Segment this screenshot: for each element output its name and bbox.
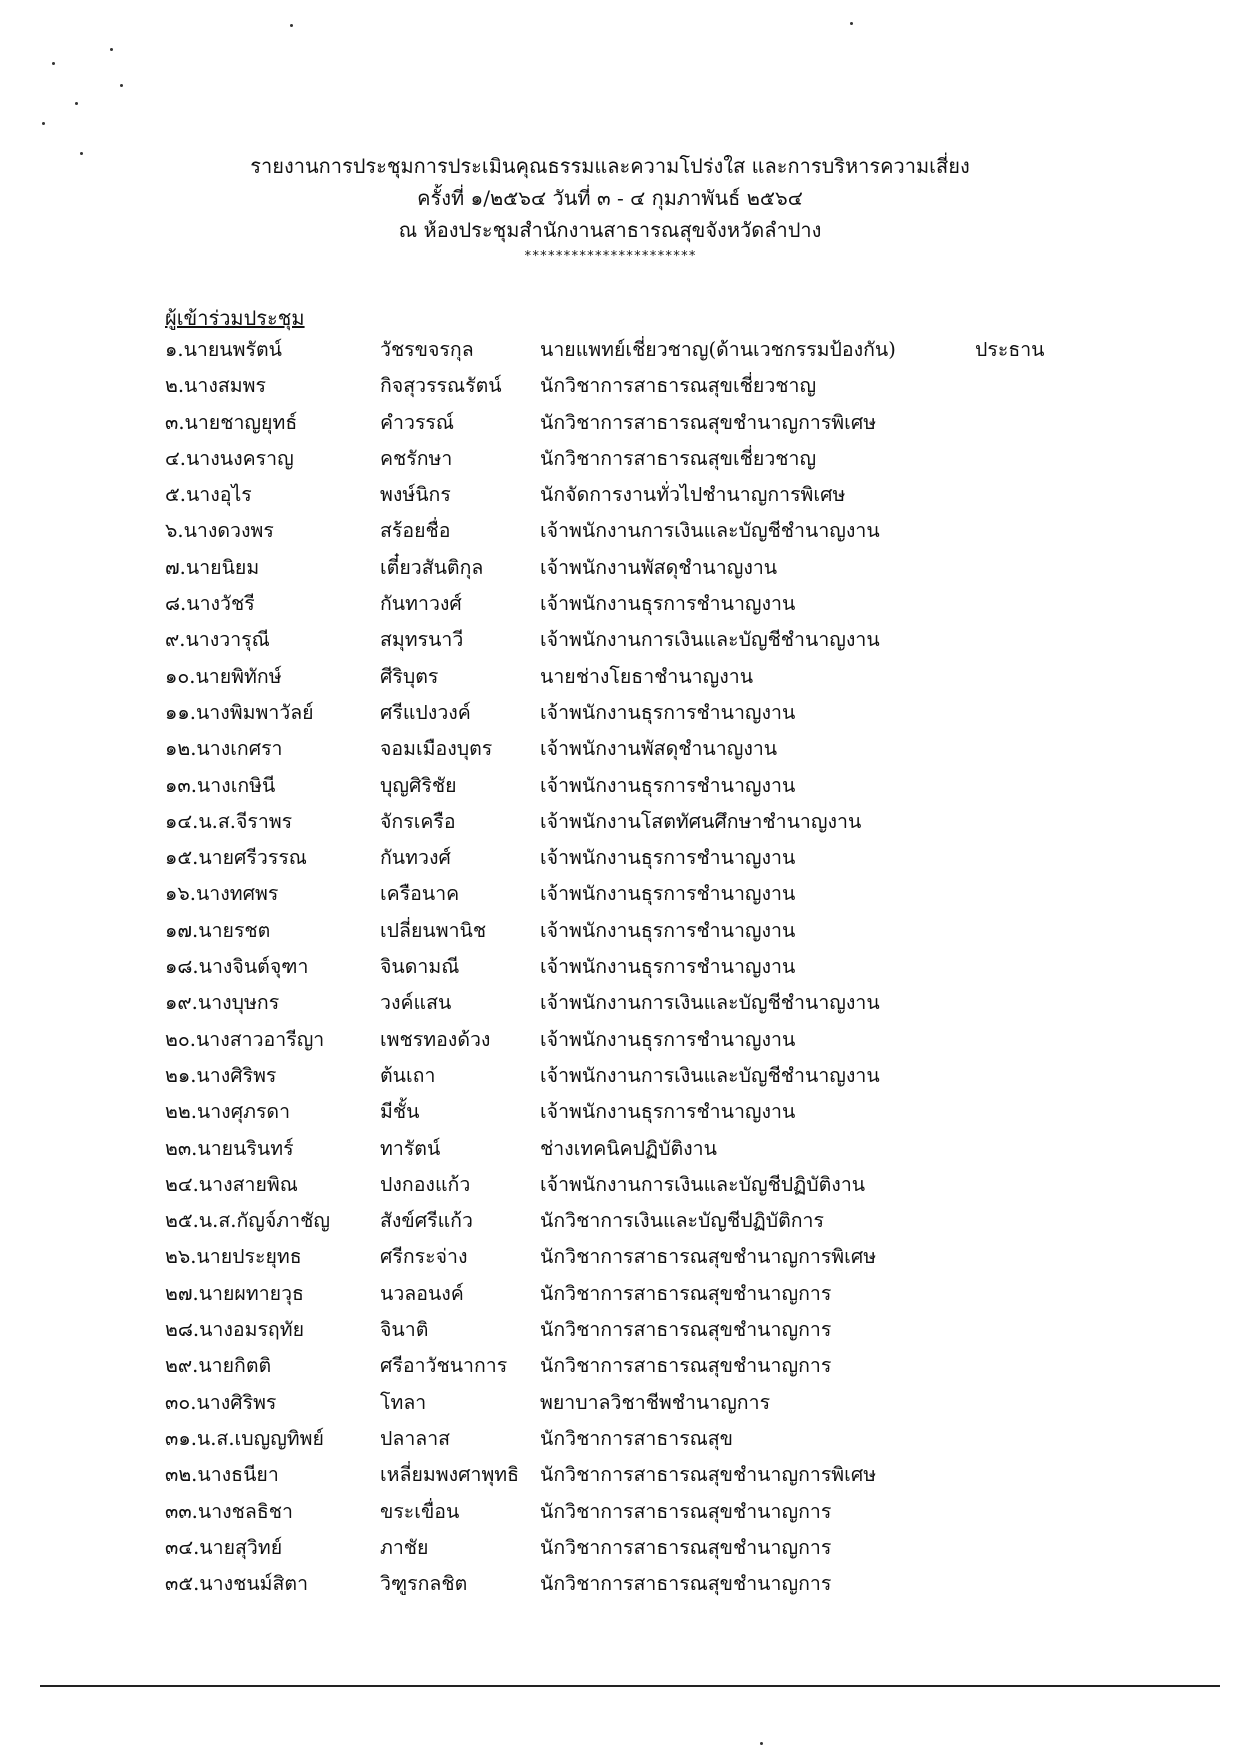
attendee-name: ๒๙.นายกิตติ [165, 1354, 272, 1378]
attendee-name: ๓๑.น.ส.เบญญทิพย์ [165, 1426, 324, 1450]
attendee-position: เจ้าพนักงานธุรการชำนาญงาน [540, 700, 796, 724]
attendee-surname: จอมเมืองบุตร [380, 737, 493, 761]
attendee-name: ๑๖.นางทศพร [165, 882, 279, 906]
attendee-name: ๘.นางวัชรี [165, 592, 255, 616]
attendee-name: ๑๐.นายพิทักษ์ [165, 664, 282, 688]
attendee-surname: ศรีอาวัชนาการ [380, 1354, 508, 1378]
attendee-surname: วัชรขจรกุล [380, 338, 474, 361]
attendee-name: ๓๐.นางศิริพร [165, 1390, 277, 1414]
attendees-heading: ผู้เข้าร่วมประชุม [165, 306, 305, 330]
attendee-position: เจ้าพนักงานธุรการชำนาญงาน [540, 918, 796, 942]
attendee-row [0, 804, 1236, 840]
attendee-surname: ศรีแปงวงค์ [380, 700, 471, 724]
attendee-position: เจ้าพนักงานการเงินและบัญชีชำนาญงาน [540, 991, 880, 1015]
attendee-row [0, 1385, 1236, 1421]
attendee-name: ๓๒.นางธนียา [165, 1463, 279, 1487]
attendee-position: นักวิชาการสาธารณสุขเชี่ยวชาญ [540, 446, 817, 470]
attendee-surname: จินดามณี [380, 955, 460, 979]
attendee-row [0, 840, 1236, 876]
attendee-name: ๓๔.นายสุวิทย์ [165, 1535, 283, 1559]
attendee-row [0, 441, 1236, 477]
meeting-date: ครั้งที่ ๑/๒๕๖๔ วันที่ ๓ - ๔ กุมภาพันธ์ ๒๕๖๔ [417, 186, 803, 210]
header-separator: ********************** [523, 249, 697, 264]
attendee-surname: พงษ์นิกร [380, 483, 451, 507]
meeting-venue: ณ ห้องประชุมสำนักงานสาธารณสุขจังหวัดลำปาง [398, 218, 822, 242]
attendee-row [0, 768, 1236, 804]
scan-speck [760, 1742, 763, 1745]
attendee-position: เจ้าพนักงานธุรการชำนาญงาน [540, 1100, 796, 1124]
attendee-row [0, 1421, 1236, 1457]
attendee-name: ๓๕.นางชนม์สิตา [165, 1572, 309, 1596]
attendee-name: ๕.นางอุไร [165, 483, 252, 507]
attendee-row [0, 1239, 1236, 1275]
attendee-position: เจ้าพนักงานการเงินและบัญชีปฏิบัติงาน [540, 1172, 866, 1196]
attendee-row [0, 477, 1236, 513]
scan-speck [290, 24, 293, 27]
attendee-row [0, 513, 1236, 549]
attendee-name: ๓.นายชาญยุทธ์ [165, 410, 298, 434]
attendee-position: เจ้าพนักงานธุรการชำนาญงาน [540, 1027, 796, 1051]
scan-speck [850, 22, 853, 25]
report-header [180, 150, 1040, 268]
attendee-position: นายแพทย์เชี่ยวชาญ(ด้านเวชกรรมป้องกัน) [540, 338, 896, 361]
scan-speck [52, 62, 55, 65]
attendee-surname: เหลี่ยมพงศาพุทธิ [380, 1463, 520, 1487]
attendee-list [0, 332, 1236, 1602]
attendee-surname: บุญศิริชัย [380, 773, 457, 797]
attendee-name: ๑๓.นางเกษินี [165, 773, 276, 797]
attendee-name: ๒๑.นางศิริพร [165, 1063, 277, 1087]
attendee-name: ๑.นายนพรัตน์ [165, 338, 282, 361]
attendee-row [0, 1203, 1236, 1239]
attendee-position: เจ้าพนักงานการเงินและบัญชีชำนาญงาน [540, 1063, 880, 1087]
attendee-position: นักวิชาการสาธารณสุขชำนาญการ [540, 1535, 832, 1559]
attendee-row [0, 1276, 1236, 1312]
attendee-position: เจ้าพนักงานพัสดุชำนาญงาน [540, 555, 778, 579]
attendee-surname: กิจสุวรรณรัตน์ [380, 374, 502, 398]
attendee-position: นักวิชาการสาธารณสุขชำนาญการพิเศษ [540, 1245, 877, 1269]
attendee-row [0, 949, 1236, 985]
scan-speck [42, 122, 45, 125]
attendee-position: เจ้าพนักงานธุรการชำนาญงาน [540, 882, 796, 906]
attendee-surname: สร้อยชื่อ [380, 519, 451, 543]
attendee-position: นักวิชาการสาธารณสุขชำนาญการพิเศษ [540, 410, 877, 434]
attendee-surname: เตี๋ยวสันติกุล [380, 555, 484, 579]
attendee-row [0, 1312, 1236, 1348]
attendee-name: ๒๗.นายผทายวุธ [165, 1281, 304, 1305]
attendee-position: เจ้าพนักงานธุรการชำนาญงาน [540, 592, 796, 616]
attendee-name: ๑๔.น.ส.จีราพร [165, 809, 293, 833]
attendee-surname: กันทวงศ์ [380, 846, 451, 870]
attendee-role: ประธาน [975, 338, 1045, 361]
attendee-surname: ภาชัย [380, 1535, 429, 1559]
attendee-row [0, 913, 1236, 949]
attendee-surname: เครือนาค [380, 882, 460, 906]
attendee-position: เจ้าพนักงานธุรการชำนาญงาน [540, 773, 796, 797]
attendee-row [0, 586, 1236, 622]
attendee-position: เจ้าพนักงานธุรการชำนาญงาน [540, 955, 796, 979]
attendee-row [0, 1348, 1236, 1384]
attendee-surname: ทารัตน์ [380, 1136, 441, 1160]
attendee-surname: จักรเครือ [380, 809, 456, 833]
attendee-name: ๒๕.น.ส.กัญจ์ภาชัญ [165, 1209, 330, 1233]
attendee-surname: คชรักษา [380, 446, 453, 470]
attendee-position: นายช่างโยธาชำนาญงาน [540, 664, 754, 688]
attendee-surname: เพชรทองด้วง [380, 1027, 491, 1051]
attendee-row [0, 1566, 1236, 1602]
attendee-row [0, 1494, 1236, 1530]
attendee-name: ๒๖.นายประยุทธ [165, 1245, 302, 1269]
attendee-name: ๙.นางวารุณี [165, 628, 270, 652]
attendee-row [0, 332, 1236, 368]
attendee-name: ๗.นายนิยม [165, 555, 260, 579]
footer-divider [40, 1685, 1220, 1687]
attendee-position: นักวิชาการสาธารณสุขชำนาญการ [540, 1572, 832, 1596]
attendee-name: ๑๕.นายศรีวรรณ [165, 846, 307, 870]
attendee-row [0, 1022, 1236, 1058]
attendee-name: ๒.นางสมพร [165, 374, 266, 398]
attendee-row [0, 876, 1236, 912]
attendee-position: เจ้าพนักงานธุรการชำนาญงาน [540, 846, 796, 870]
attendee-name: ๒๔.นางสายพิณ [165, 1172, 298, 1196]
attendee-row [0, 659, 1236, 695]
attendee-surname: กันทาวงศ์ [380, 592, 462, 616]
attendee-surname: วงค์แสน [380, 991, 452, 1015]
attendee-position: นักวิชาการสาธารณสุขเชี่ยวชาญ [540, 374, 817, 398]
attendee-position: นักจัดการงานทั่วไปชำนาญการพิเศษ [540, 483, 846, 507]
attendee-position: นักวิชาการเงินและบัญชีปฏิบัติการ [540, 1209, 824, 1233]
attendee-position: นักวิชาการสาธารณสุขชำนาญการ [540, 1318, 832, 1342]
attendee-row [0, 985, 1236, 1021]
attendee-position: เจ้าพนักงานการเงินและบัญชีชำนาญงาน [540, 519, 880, 543]
attendee-surname: ต้นเถา [380, 1063, 436, 1087]
attendee-surname: ศรีกระจ่าง [380, 1245, 468, 1269]
attendee-position: นักวิชาการสาธารณสุขชำนาญการ [540, 1354, 832, 1378]
attendee-name: ๑๘.นางจินต์จุฑา [165, 955, 309, 979]
attendee-surname: โทลา [380, 1390, 427, 1414]
attendee-position: เจ้าพนักงานพัสดุชำนาญงาน [540, 737, 778, 761]
attendee-surname: เปลี่ยนพานิช [380, 918, 487, 942]
attendee-surname: มีชั้น [380, 1100, 420, 1124]
attendee-surname: ขระเขื่อน [380, 1499, 460, 1523]
attendee-row [0, 1530, 1236, 1566]
attendee-name: ๒๐.นางสาวอารีญา [165, 1027, 325, 1051]
attendee-surname: ศีริบุตร [380, 664, 439, 688]
attendee-position: เจ้าพนักงานโสตทัศนศึกษาชำนาญงาน [540, 809, 862, 833]
attendee-surname: สังข์ศรีแก้ว [380, 1209, 473, 1233]
attendee-name: ๒๘.นางอมรฤทัย [165, 1318, 305, 1342]
attendee-position: นักวิชาการสาธารณสุขชำนาญการ [540, 1499, 832, 1523]
attendee-name: ๑๗.นายรชต [165, 918, 271, 942]
attendee-row [0, 1167, 1236, 1203]
attendee-row [0, 1058, 1236, 1094]
scan-speck [75, 102, 78, 105]
attendee-surname: จินาติ [380, 1318, 429, 1342]
attendee-row [0, 731, 1236, 767]
attendee-name: ๑๙.นางบุษกร [165, 991, 280, 1015]
attendee-surname: ปลาลาส [380, 1426, 451, 1450]
attendee-position: นักวิชาการสาธารณสุขชำนาญการพิเศษ [540, 1463, 877, 1487]
attendee-position: พยาบาลวิชาชีพชำนาญการ [540, 1390, 771, 1414]
attendee-name: ๒๒.นางศุภรดา [165, 1100, 291, 1124]
attendee-row [0, 1094, 1236, 1130]
attendee-name: ๒๓.นายนรินทร์ [165, 1136, 294, 1160]
attendee-name: ๑๒.นางเกศรา [165, 737, 283, 761]
attendee-surname: ปงกองแก้ว [380, 1172, 471, 1196]
scan-speck [120, 84, 123, 87]
attendee-name: ๖.นางดวงพร [165, 519, 274, 543]
attendee-name: ๑๑.นางพิมพาวัลย์ [165, 700, 314, 724]
attendee-surname: นวลอนงค์ [380, 1281, 464, 1305]
attendee-row [0, 368, 1236, 404]
attendee-position: นักวิชาการสาธารณสุข [540, 1426, 734, 1450]
attendee-name: ๔.นางนงคราญ [165, 446, 294, 470]
attendee-row [0, 622, 1236, 658]
attendee-row [0, 695, 1236, 731]
attendee-row [0, 1131, 1236, 1167]
scan-speck [80, 152, 83, 155]
attendee-row [0, 550, 1236, 586]
attendee-surname: วิฑูรกลชิต [380, 1572, 468, 1596]
report-title: รายงานการประชุมการประเมินคุณธรรมและความโปร่งใส และการบริหารความเสี่ยง [250, 154, 970, 178]
scan-speck [110, 48, 113, 51]
attendee-surname: คำวรรณ์ [380, 410, 454, 434]
attendee-row [0, 405, 1236, 441]
attendee-position: เจ้าพนักงานการเงินและบัญชีชำนาญงาน [540, 628, 880, 652]
attendee-position: ช่างเทคนิคปฏิบัติงาน [540, 1136, 717, 1160]
attendee-name: ๓๓.นางชลธิชา [165, 1499, 293, 1523]
attendee-position: นักวิชาการสาธารณสุขชำนาญการ [540, 1281, 832, 1305]
attendee-row [0, 1457, 1236, 1493]
attendee-surname: สมุทรนาวี [380, 628, 464, 652]
